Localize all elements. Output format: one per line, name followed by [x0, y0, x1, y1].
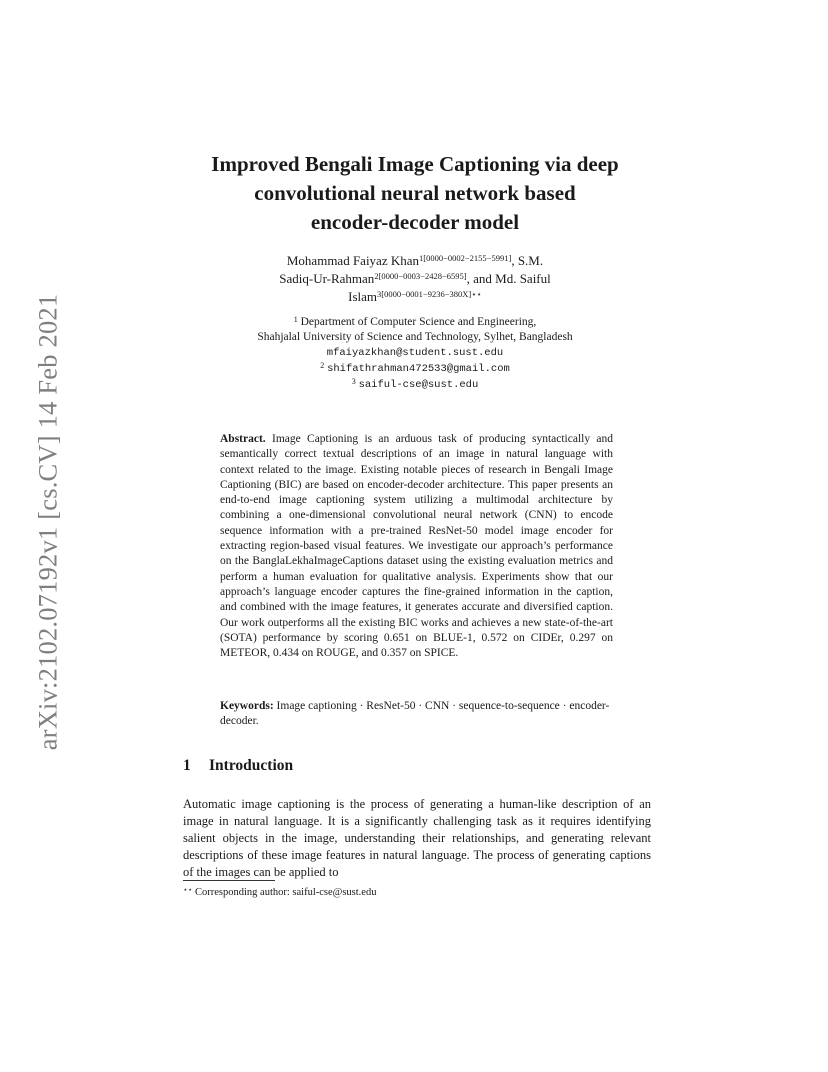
author-name: Islam [348, 289, 378, 304]
abstract-text: Image Captioning is an arduous task of producing syntactically and semantically correct textual descriptions of an image in natural language with context related to the image. Existing notable pieces of research in Bengali Image Captioning (BIC) are based on encoder-decoder architecture. This paper presents an end-to-end image captioning system utilizing a multimodal architecture by combining a one-dimensional convolutional neural network (CNN) to encode sequence information with a pre-trained ResNet-50 model image encoder for extracting region-based visual features. We investigate our approach’s performance on the BanglaLekhaImageCaptions dataset using the existing evaluation metrics and perform a human evaluation for qualitative analysis. Experiments show that our approach’s language encoder captures the fine-grained information in the caption, and combined with the image features, it generates accurate and diversified caption. Our work outperforms all the existing BIC works and achieves a new state-of-the-art (SOTA) performance by scoring 0.651 on BLUE-1, 0.572 on CIDEr, 0.297 on METEOR, 0.434 on ROUGE, and 0.357 on SPICE. [220, 433, 614, 660]
author-name: Sadiq-Ur-Rahman [279, 271, 375, 286]
email-link[interactable]: mfaiyazkhan@student.sust.edu [326, 347, 504, 359]
abstract [220, 432, 613, 661]
author-orcid: 2[0000−0003−2428−6595] [374, 271, 467, 281]
email-link[interactable]: shifathrahman472533@gmail.com [327, 363, 510, 375]
keywords [220, 699, 613, 730]
author-separator: , and Md. Saiful [466, 271, 551, 286]
university: Shahjalal University of Science and Technology, Sylhet, Bangladesh [257, 331, 573, 343]
author-list [200, 252, 630, 306]
arxiv-identifier-text: arXiv:2102.07192v1 [cs.CV] 14 Feb 2021 [32, 293, 63, 751]
title-line: encoder-decoder model [310, 210, 520, 234]
title-line: convolutional neural network based [254, 181, 576, 205]
arxiv-identifier-stamp [24, 285, 72, 760]
footnote [183, 886, 376, 900]
author-orcid: 3[0000−0001−9236−380X]⋆⋆ [377, 289, 482, 299]
affiliation-block [190, 315, 640, 393]
affiliation-mark: 3 [351, 377, 356, 386]
section-number: 1 [183, 757, 191, 774]
keywords-label: Keywords: [220, 700, 274, 712]
keywords-text: Image captioning · ResNet-50 · CNN · sequence-to-sequence · encoder-decoder. [220, 700, 610, 728]
affiliation-mark: 1 [293, 315, 298, 324]
footnote-rule [183, 880, 275, 881]
section-title: Introduction [209, 757, 294, 774]
intro-paragraph: Automatic image captioning is the process of generating a human-like description of an image in natural language. It is a significantly challenging task as it requires identifying salient objects in the image, understanding their relationships, and generating relevant descriptions of these image features in natural language. The process of generating captions of the images can be applied to [183, 797, 651, 879]
author-name: Mohammad Faiyaz Khan [286, 253, 420, 268]
abstract-label: Abstract. [220, 433, 266, 445]
footnote-mark: ⋆⋆ [183, 885, 193, 894]
author-orcid: 1[0000−0002−2155−5991] [419, 253, 512, 263]
department: Department of Computer Science and Engineering, [300, 316, 537, 328]
section-heading [183, 757, 293, 775]
footnote-text: Corresponding author: saiful-cse@sust.edu [195, 887, 377, 898]
email-link[interactable]: saiful-cse@sust.edu [358, 379, 479, 391]
paper-title [150, 150, 680, 237]
affiliation-mark: 2 [320, 361, 325, 370]
title-line: Improved Bengali Image Captioning via deep [211, 152, 619, 176]
author-separator: , S.M. [511, 253, 544, 268]
